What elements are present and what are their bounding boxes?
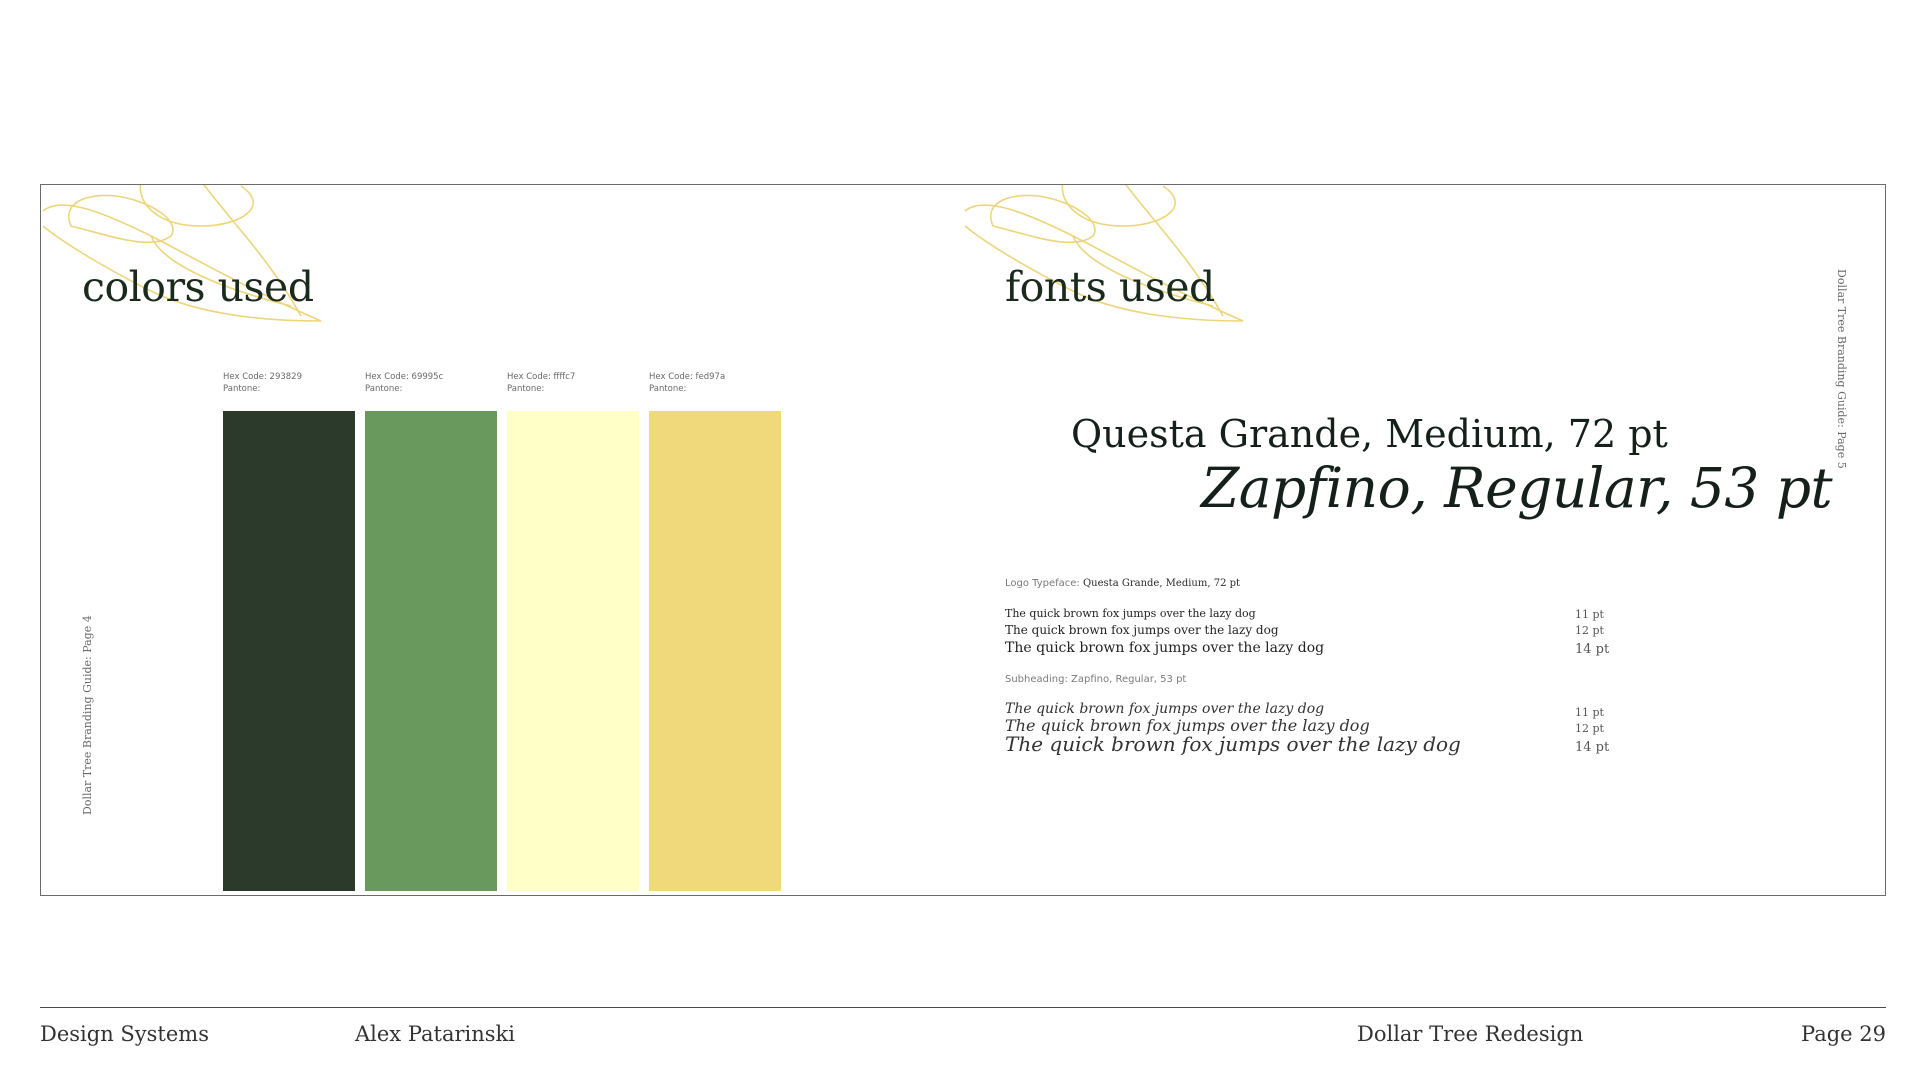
swatch-pantone-label: Pantone: [365,384,403,394]
color-swatch [365,411,497,891]
fonts-used-title: fonts used [1005,263,1215,311]
footer-project: Dollar Tree Redesign [1357,1022,1584,1046]
logo-sample-text: The quick brown fox jumps over the lazy dog [1005,640,1325,656]
swatch-pantone-label: Pantone: [223,384,261,394]
logo-sample-text: The quick brown fox jumps over the lazy dog [1005,623,1279,637]
script-sample-size: 11 pt [1575,706,1604,719]
footer-author: Alex Patarinski [355,1022,515,1046]
script-sample-size: 12 pt [1575,722,1604,735]
script-sample-text: The quick brown fox jumps over the lazy dog [1005,701,1325,717]
swatch-hex-label: Hex Code: ffffc7 [507,372,576,382]
logo-typeface-label [1005,578,1240,589]
color-swatch [223,411,355,891]
script-sample-text: The quick brown fox jumps over the lazy dog [1005,732,1461,756]
logo-typeface-prefix: Logo Typeface: [1005,578,1080,589]
footer-course: Design Systems [40,1022,209,1046]
swatch-pantone-label: Pantone: [649,384,687,394]
logo-sample-size: 11 pt [1575,608,1604,621]
logo-sample-text: The quick brown fox jumps over the lazy dog [1005,607,1256,620]
branding-spread [40,184,1886,896]
script-sample-text: The quick brown fox jumps over the lazy dog [1005,716,1370,735]
script-sample-size: 14 pt [1575,740,1610,755]
colors-used-title: colors used [82,263,314,311]
logo-sample-size: 14 pt [1575,642,1610,657]
left-page-side-label: Dollar Tree Branding Guide: Page 4 [81,615,94,815]
script-font-specimen: Zapfino, Regular, 53 pt [1201,456,1833,520]
color-swatch-group [507,371,639,891]
color-swatch-group [649,371,781,891]
color-swatch-group [223,371,355,891]
logo-typeface-value: Questa Grande, Medium, 72 pt [1082,578,1241,589]
footer-divider [40,1007,1886,1008]
color-swatch-group [365,371,497,891]
primary-font-specimen: Questa Grande, Medium, 72 pt [1071,412,1668,456]
logo-sample-size: 12 pt [1575,624,1604,637]
color-swatch [649,411,781,891]
right-page-side-label: Dollar Tree Branding Guide: Page 5 [1835,269,1848,469]
footer-page-number: Page 29 [1801,1022,1886,1046]
swatch-hex-label: Hex Code: 293829 [223,372,302,382]
swatch-pantone-label: Pantone: [507,384,545,394]
swatch-hex-label: Hex Code: fed97a [649,372,726,382]
subheading-typeface-label: Subheading: Zapfino, Regular, 53 pt [1005,674,1187,685]
swatch-hex-label: Hex Code: 69995c [365,372,444,382]
color-swatch [507,411,639,891]
